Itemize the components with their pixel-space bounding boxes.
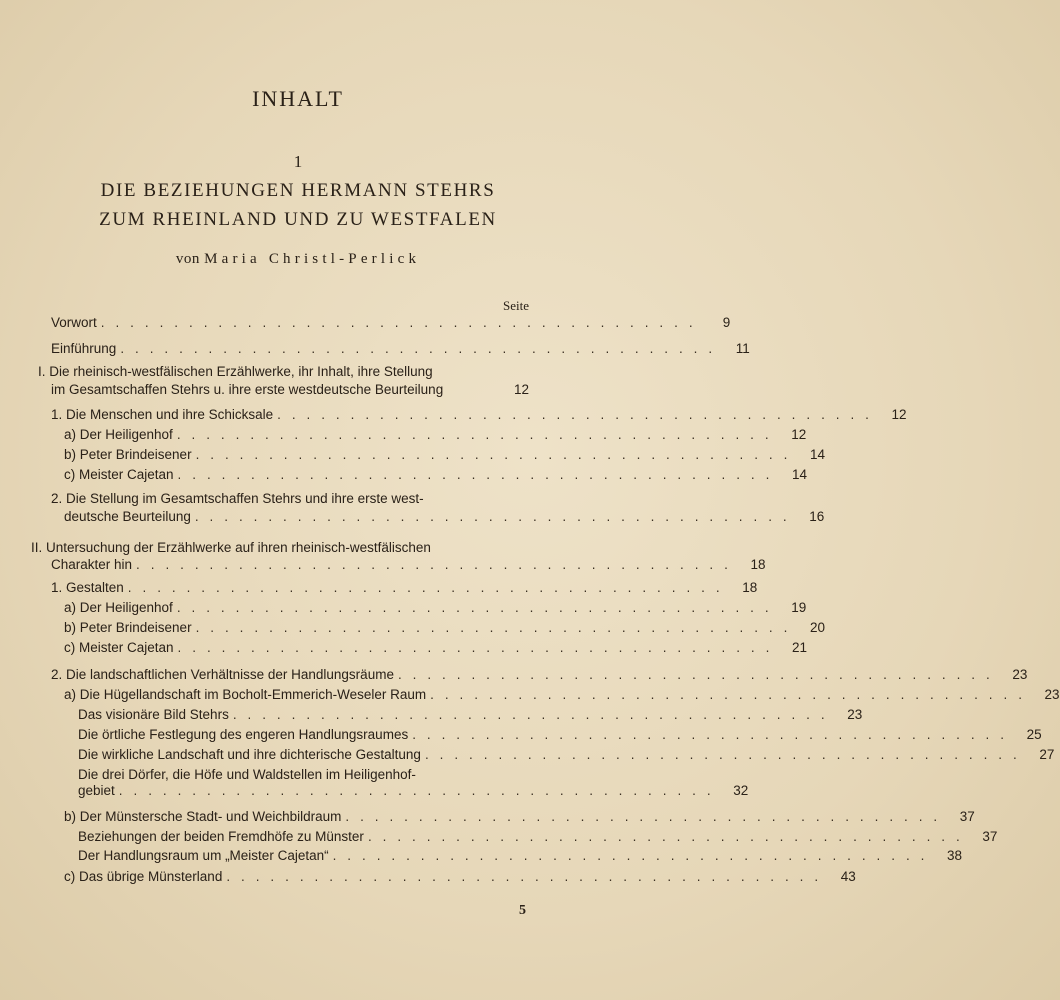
toc-entry — [78, 828, 998, 846]
toc-entry-label: c) Meister Cajetan — [64, 467, 174, 482]
toc-entry — [51, 381, 529, 399]
author-name: Maria Christl-Perlick — [204, 251, 421, 267]
part-title-line-1: DIE BEZIEHUNGEN HERMANN STEHRS — [100, 180, 496, 201]
toc-entry — [64, 639, 807, 657]
toc-entry-label-line: gebiet — [78, 783, 115, 798]
toc-entry-label: b) Der Münstersche Stadt- und Weichbildraum — [64, 809, 342, 824]
toc-entry — [51, 556, 766, 574]
toc-entry-label: Die örtliche Festlegung des engeren Handlungsraumes — [78, 727, 409, 742]
part-title-line-2: ZUM RHEINLAND UND ZU WESTFALEN — [99, 209, 497, 230]
toc-entry — [64, 619, 825, 637]
toc-entry — [51, 340, 750, 358]
toc-entry — [64, 599, 807, 617]
leader-dots: . . . . . . . . . . . . . . . . . . . . . . . . . . . . . . . . . . . . . . . . . — [367, 829, 964, 844]
toc-entry-label: a) Der Heiligenhof — [64, 600, 173, 615]
toc-entry-page: 20 — [809, 620, 825, 635]
toc-entry-label-line: II. Untersuchung der Erzählwerke auf ihren rheinisch-westfälischen — [31, 540, 431, 555]
leader-dots: . . . . . . . . . . . . . . . . . . . . . . . . . . . . . . . . . . . . . . . . . — [136, 557, 732, 572]
leader-dots: . . . . . . . . . . . . . . . . . . . . . . . . . . . . . . . . . . . . . . . . . — [430, 687, 1026, 702]
toc-entry-label: a) Die Hügellandschaft im Bocholt-Emmerich-Weseler Raum — [64, 687, 427, 702]
toc-entry-page: 38 — [946, 848, 963, 863]
leader-dots: . . . . . . . . . . . . . . . . . . . . . . . . . . . . . . . . . . . . . . . . . — [127, 580, 724, 595]
leader-dots: . . . . . . . . . . . . . . . . . . . . . . . . . . . . . . . . . . . . . . . . . — [176, 427, 773, 442]
toc-entry-page: 12 — [513, 382, 529, 397]
toc-entry-page: 37 — [959, 809, 975, 824]
toc-entry-label: c) Meister Cajetan — [64, 640, 174, 655]
toc-entry-page: 16 — [809, 509, 825, 524]
toc-entry-page: 27 — [1039, 747, 1055, 762]
toc-entry — [51, 579, 758, 597]
toc-entry-page: 37 — [982, 829, 998, 844]
toc-entry-page: 18 — [750, 557, 766, 572]
leader-dots: . . . . . . . . . . . . . . . . . . . . . . . . . . . . . . . . . . . . . . . . . — [397, 667, 994, 682]
leader-dots: . . . . . . . . . . . . . . . . . . . . . . . . . . . . . . . . . . . . . . . . . — [177, 640, 773, 655]
toc-entry-page: 21 — [791, 640, 807, 655]
toc-entry-page: 12 — [891, 407, 907, 422]
toc-entry-page: 23 — [1012, 667, 1028, 682]
toc-entry-page: 18 — [742, 580, 758, 595]
toc-entry-label: Vorwort — [51, 315, 97, 330]
leader-dots: . . . . . . . . . . . . . . . . . . . . . . . . . . . . . . . . . . . . . . . . . — [226, 869, 822, 884]
seite-column-label: Seite — [503, 298, 529, 313]
toc-entry-page: 14 — [809, 447, 825, 462]
leader-dots: . . . . . . . . . . . . . . . . . . . . . . . . . . . . . . . . . . . . . . . . . — [424, 747, 1021, 762]
toc-entry-label: Der Handlungsraum um „Meister Cajetan“ — [78, 848, 329, 863]
toc-entry-page: 11 — [735, 341, 750, 356]
leader-dots: . . . . . . . . . . . . . . . . . . . . . . . . . . . . . . . . . . . . . . . . . — [195, 447, 791, 462]
leader-dots: . . . . . . . . . . . . . . . . . . . . . . . . . . . . . . . . . . . . . . . . . — [232, 707, 829, 722]
toc-entry — [64, 466, 807, 484]
toc-entry-label: c) Das übrige Münsterland — [64, 869, 223, 884]
toc-entry-page: 14 — [791, 467, 807, 482]
toc-entry-label-line: deutsche Beurteilung — [64, 509, 191, 524]
leader-dots: . . . . . . . . . . . . . . . . . . . . . . . . . . . . . . . . . . . . . . . . . — [412, 727, 1008, 742]
toc-entry — [78, 726, 1042, 744]
toc-entry-label-line: Charakter hin — [51, 557, 133, 572]
toc-entry — [64, 686, 1060, 704]
toc-entry-page: 32 — [733, 783, 749, 798]
toc-entry — [78, 706, 863, 724]
leader-dots: . . . . . . . . . . . . . . . . . . . . . . . . . . . . . . . . . . . . . . . . . — [195, 620, 791, 635]
toc-entry-label: b) Peter Brindeisener — [64, 620, 192, 635]
toc-entry — [64, 446, 825, 464]
toc-entry-page: 9 — [722, 315, 731, 330]
toc-entry — [78, 782, 749, 800]
toc-entry-label: 1. Die Menschen und ihre Schicksale — [51, 407, 274, 422]
leader-dots: . . . . . . . . . . . . . . . . . . . . . . . . . . . . . . . . . . . . . . . . . — [176, 600, 773, 615]
toc-entry-label-line: im Gesamtschaffen Stehrs u. ihre erste westdeutsche Beurteilung — [51, 382, 444, 397]
toc-entry-label: Die wirkliche Landschaft und ihre dichterische Gestaltung — [78, 747, 421, 762]
leader-dots: . . . . . . . . . . . . . . . . . . . . . . . . . . . . . . . . . . . . . . . . . — [194, 509, 791, 524]
toc-entry-page: 23 — [847, 707, 863, 722]
toc-entry — [78, 746, 1055, 764]
toc-entry-label: Beziehungen der beiden Fremdhöfe zu Münster — [78, 829, 364, 844]
part-number: 1 — [293, 152, 303, 171]
toc-entry — [51, 666, 1028, 684]
leader-dots: . . . . . . . . . . . . . . . . . . . . . . . . . . . . . . . . . . . . . . . . . — [277, 407, 873, 422]
toc-entry-label: 2. Die landschaftlichen Verhältnisse der Handlungsräume — [51, 667, 394, 682]
toc-entry-label: Einführung — [51, 341, 117, 356]
author-prefix: von — [175, 251, 200, 267]
author-line — [0, 251, 596, 268]
toc-entry — [51, 406, 907, 424]
toc-entry-label: Das visionäre Bild Stehrs — [78, 707, 229, 722]
toc-entry-page: 43 — [840, 869, 856, 884]
leader-dots: . . . . . . . . . . . . . . . . . . . . . . . . . . . . . . . . . . . . . . . . . — [120, 341, 716, 356]
toc-entry — [64, 508, 825, 526]
leader-dots: . . . . . . . . . . . . . . . . . . . . . . . . . . . . . . . . . . . . . . . . . — [345, 809, 941, 824]
toc-entry — [51, 314, 731, 332]
toc-entry — [64, 868, 856, 886]
toc-entry-label: 1. Gestalten — [51, 580, 124, 595]
leader-dots: . . . . . . . . . . . . . . . . . . . . . . . . . . . . . . . . . . . . . . . . . — [332, 848, 929, 863]
toc-entry-label-line: 2. Die Stellung im Gesamtschaffen Stehrs und ihre erste west- — [51, 491, 424, 506]
toc-entry — [78, 847, 963, 865]
toc-entry-page: 25 — [1026, 727, 1042, 742]
toc-entry-label-line: I. Die rheinisch-westfälischen Erzählwerke, ihr Inhalt, ihre Stellung — [38, 364, 433, 379]
toc-entry — [64, 426, 807, 444]
page-number: 5 — [519, 903, 526, 918]
leader-dots: . . . . . . . . . . . . . . . . . . . . . . . . . . . . . . . . . . . . . . . . . — [177, 467, 773, 482]
leader-dots: . . . . . . . . . . . . . . . . . . . . . . . . . . . . . . . . . . . . . . . . . — [100, 315, 697, 330]
leader-dots: . . . . . . . . . . . . . . . . . . . . . . . . . . . . . . . . . . . . . . . . . — [118, 783, 715, 798]
toc-entry-page: 23 — [1044, 687, 1060, 702]
toc-entry-label: b) Peter Brindeisener — [64, 447, 192, 462]
toc-entry-page: 12 — [791, 427, 807, 442]
page-heading: INHALT — [252, 86, 344, 111]
toc-entry-label: a) Der Heiligenhof — [64, 427, 173, 442]
toc-entry-label-line: Die drei Dörfer, die Höfe und Waldstellen im Heiligenhof- — [78, 767, 416, 782]
toc-entry-page: 19 — [791, 600, 807, 615]
toc-entry — [64, 808, 975, 826]
